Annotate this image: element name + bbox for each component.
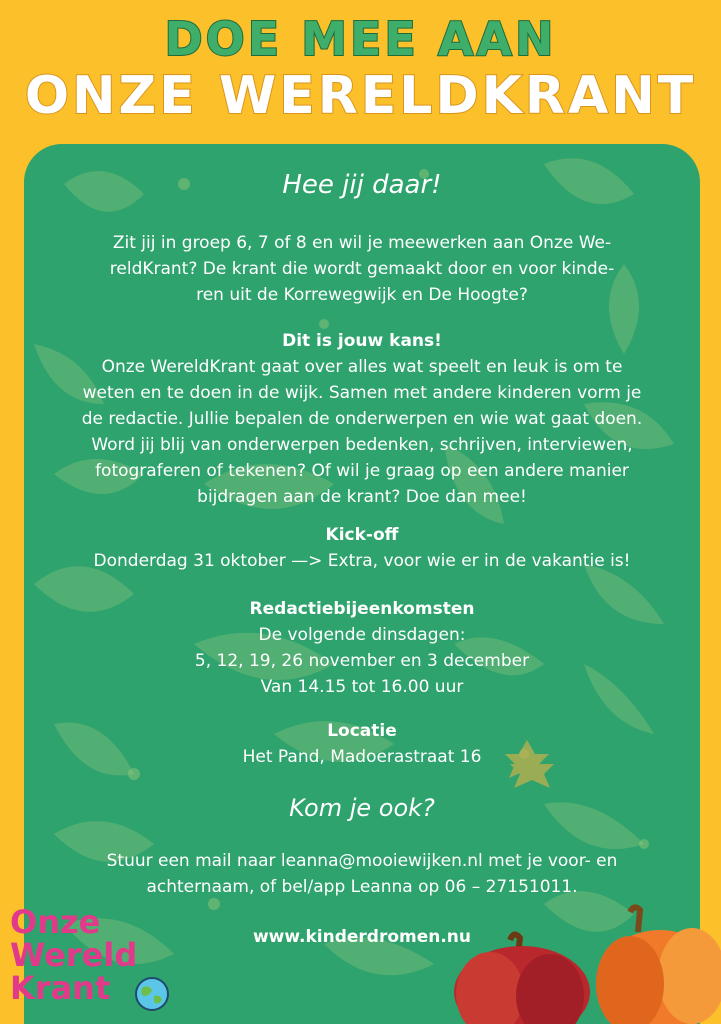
kans-line: weten en te doen in de wijk. Samen met andere kinderen vorm je <box>82 383 642 403</box>
redactie-heading: Redactiebijeenkomsten <box>249 599 475 619</box>
kans-line: Onze WereldKrant gaat over alles wat speelt en leuk is om te <box>101 357 623 377</box>
greeting: Hee jij daar! <box>282 170 442 200</box>
kans-line: de redactie. Jullie bepalen de onderwerpen en wie wat gaat doen. <box>81 409 643 429</box>
kickoff-heading: Kick-off <box>325 525 399 545</box>
kans-heading: Dit is jouw kans! <box>282 331 442 351</box>
intro-line: reldKrant? De krant die wordt gemaakt door en voor kinde- <box>109 259 615 279</box>
kans-section <box>60 328 664 510</box>
locatie-heading: Locatie <box>327 721 397 741</box>
intro-paragraph <box>60 230 664 308</box>
intro-line: ren uit de Korrewegwijk en De Hoogte? <box>196 285 528 305</box>
globe-icon <box>134 976 170 1012</box>
locatie-section <box>60 718 664 770</box>
call-to-action: Kom je ook? <box>289 794 435 822</box>
contact-line: achternaam, of bel/app Leanna op 06 – 27151011. <box>146 877 578 897</box>
intro-line: Zit jij in groep 6, 7 of 8 en wil je meewerken aan Onze We- <box>112 233 612 253</box>
logo-line: Krant <box>10 969 111 1007</box>
title-line-2: ONZE WERELDKRANT <box>24 66 697 126</box>
kickoff-text: Donderdag 31 oktober —> Extra, voor wie er in de vakantie is! <box>93 551 631 571</box>
contact-line: Stuur een mail naar leanna@mooiewijken.nl met je voor- en <box>106 851 618 871</box>
kans-line: bijdragen aan de krant? Doe dan mee! <box>197 487 527 507</box>
locatie-text: Het Pand, Madoerastraat 16 <box>242 747 482 767</box>
pumpkins-illustration <box>430 904 721 1024</box>
contact-section <box>60 848 664 900</box>
kans-line: fotograferen of tekenen? Of wil je graag op een andere manier <box>95 461 629 481</box>
kans-line: Word jij blij van onderwerpen bedenken, schrijven, interviewen, <box>91 435 633 455</box>
redactie-line: 5, 12, 19, 26 november en 3 december <box>194 651 530 671</box>
kickoff-section <box>60 522 664 574</box>
logo-line: Wereld <box>10 936 138 974</box>
logo-line: Onze <box>10 903 101 941</box>
content-panel <box>24 144 700 1024</box>
redactie-line: Van 14.15 tot 16.00 uur <box>260 677 464 697</box>
website-link[interactable]: www.kinderdromen.nu <box>252 927 472 947</box>
redactie-line: De volgende dinsdagen: <box>258 625 466 645</box>
redactie-section <box>60 596 664 700</box>
title-line-1: DOE MEE AAN <box>164 12 557 66</box>
